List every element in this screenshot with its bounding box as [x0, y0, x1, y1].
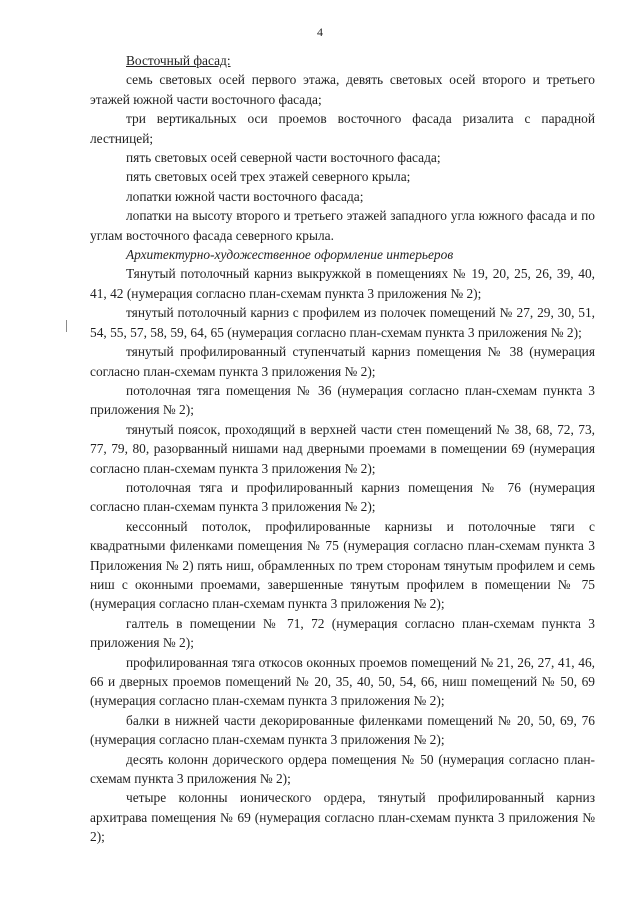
paragraph: пять световых осей трех этажей северного крыла;	[126, 169, 411, 185]
paragraph: тянутый поясок, проходящий в верхней части стен помещений № 38, 68, 72, 73, 77, 79, 80, разорванный нишами над дверными проемами в помещении 69 (нумерация согласно план-схемам пункта 3 приложения № 2);	[90, 421, 595, 476]
section-heading: Восточный фасад:	[126, 53, 231, 68]
paragraph: потолочная тяга помещения № 36 (нумерация согласно план-схемам пункта 3 приложения № 2);	[90, 382, 595, 418]
paragraph: тянутый потолочный карниз с профилем из полочек помещений № 27, 29, 30, 51, 54, 55, 57, 58, 59, 64, 65 (нумерация согласно план-схемам пункта 3 приложения № 2);	[90, 305, 595, 340]
paragraph: три вертикальных оси проемов восточного фасада ризалита с парадной лестницей;	[90, 111, 595, 146]
margin-mark	[66, 320, 67, 332]
paragraph: потолочная тяга и профилированный карниз помещения № 76 (нумерация согласно план-схемам пункта 3 приложения № 2);	[90, 479, 595, 515]
paragraph: пять световых осей северной части восточного фасада;	[126, 150, 441, 166]
paragraph: кессонный потолок, профилированные карнизы и потолочные тяги с квадратными филенками помещения № 75 (нумерация согласно план-схемам пункта 3 Приложения № 2) пять ниш, обрамленных по трем сторонам тянутым профилем и семь ниш с оконными проемами, завершенные тянутым профилем в помещении № 75 (нумерация согласно план-схемам пункта 3 приложения № 2);	[90, 518, 595, 612]
paragraph: Тянутый потолочный карниз выкружкой в помещениях № 19, 20, 25, 26, 39, 40, 41, 42 (нумерация согласно план-схемам пункта 3 приложения № 2);	[90, 266, 595, 301]
section-heading: Архитектурно-художественное оформление интерьеров	[126, 247, 454, 263]
paragraph: галтель в помещении № 71, 72 (нумерация согласно план-схемам пункта 3 приложения № 2);	[90, 615, 595, 651]
page-number: 4	[317, 25, 323, 39]
paragraph: балки в нижней части декорированные филенками помещений № 20, 50, 69, 76 (нумерация согласно план-схемам пункта 3 приложения № 2);	[90, 712, 595, 748]
paragraph: лопатки южной части восточного фасада;	[126, 188, 364, 204]
document-body	[90, 51, 595, 847]
paragraph: четыре колонны ионического ордера, тянутый профилированный карниз архитрава помещения № 69 (нумерация согласно план-схемам пункта 3 приложения № 2);	[90, 790, 595, 845]
paragraph: десять колонн дорического ордера помещения № 50 (нумерация согласно план-схемам пункта 3 приложения № 2);	[90, 751, 595, 787]
paragraph: лопатки на высоту второго и третьего этажей западного угла южного фасада и по углам восточного фасада северного крыла.	[90, 208, 595, 243]
paragraph: тянутый профилированный ступенчатый карниз помещения № 38 (нумерация согласно план-схемам пункта 3 приложения № 2);	[90, 344, 595, 379]
paragraph: профилированная тяга откосов оконных проемов помещений № 21, 26, 27, 41, 46, 66 и дверных проемов помещений № 20, 35, 40, 50, 54, 66, ниш помещений № 50, 69 (нумерация согласно план-схемам пункта 3 приложения № 2);	[90, 654, 595, 709]
paragraph: семь световых осей первого этажа, девять световых осей второго и третьего этажей южной части восточного фасада;	[90, 72, 595, 107]
